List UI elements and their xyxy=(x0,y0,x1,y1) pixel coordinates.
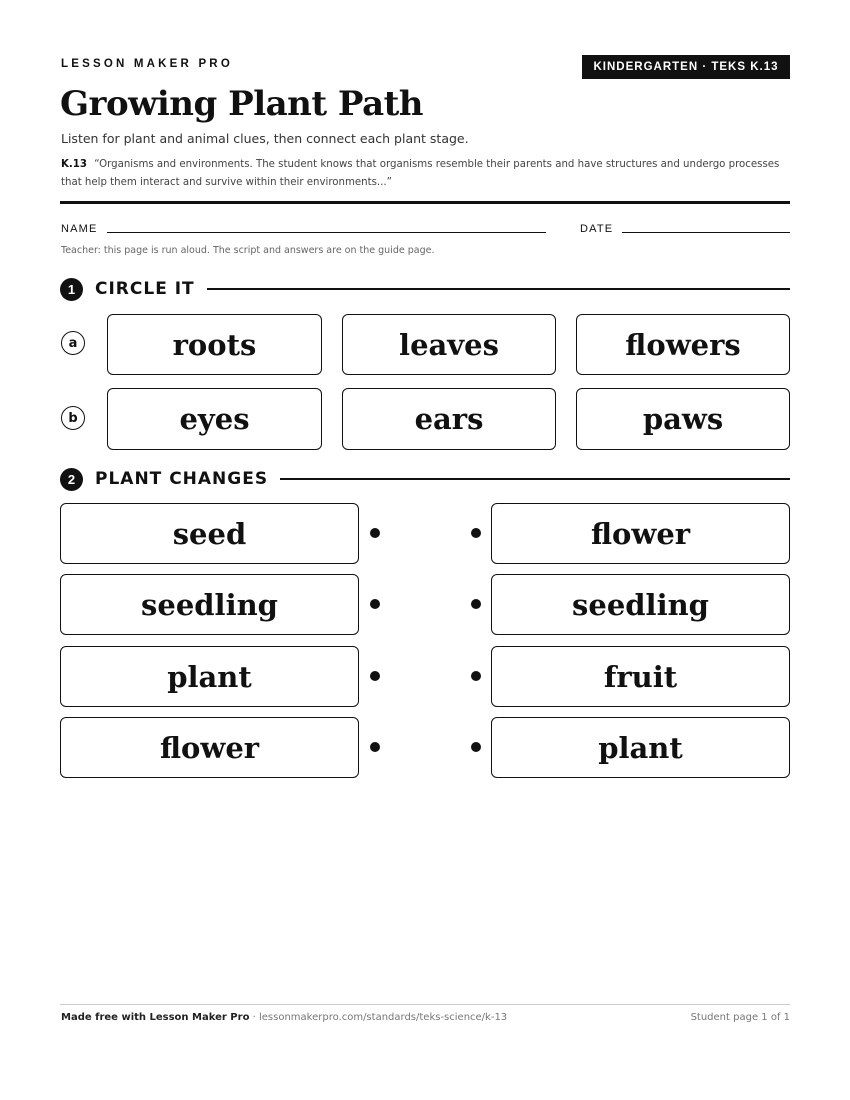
row-letter-a: a xyxy=(61,331,85,355)
section-title: PLANT CHANGES xyxy=(95,469,269,489)
name-field[interactable] xyxy=(107,232,546,233)
standard-description xyxy=(61,156,791,192)
grade-badge: KINDERGARTEN · TEKS K.13 xyxy=(582,55,790,79)
section-number-badge: 2 xyxy=(60,468,83,491)
footer-divider xyxy=(60,1004,790,1005)
page-subtitle: Listen for plant and animal clues, then connect each plant stage. xyxy=(61,131,469,146)
match-left-plant[interactable]: plant xyxy=(60,646,359,707)
connect-dot-right[interactable] xyxy=(471,671,481,681)
connect-dot-right[interactable] xyxy=(471,528,481,538)
section-title: CIRCLE IT xyxy=(95,279,195,299)
word-choice-leaves[interactable]: leaves xyxy=(342,314,556,375)
row-letter-b: b xyxy=(61,406,85,430)
match-right-fruit[interactable]: fruit xyxy=(491,646,790,707)
word-choice-flowers[interactable]: flowers xyxy=(576,314,790,375)
name-label: NAME xyxy=(61,223,98,235)
connect-dot-left[interactable] xyxy=(370,671,380,681)
standard-code: K.13 xyxy=(61,159,87,170)
footer-credit xyxy=(61,1012,507,1023)
match-left-flower[interactable]: flower xyxy=(60,717,359,778)
section-divider xyxy=(207,288,790,290)
section-circle-it-header xyxy=(60,277,790,301)
match-left-seed[interactable]: seed xyxy=(60,503,359,564)
connect-dot-left[interactable] xyxy=(370,528,380,538)
footer-page-number: Student page 1 of 1 xyxy=(690,1012,790,1023)
match-right-flower[interactable]: flower xyxy=(491,503,790,564)
connect-dot-left[interactable] xyxy=(370,599,380,609)
footer-made-with: Made free with Lesson Maker Pro xyxy=(61,1012,250,1023)
match-right-seedling[interactable]: seedling xyxy=(491,574,790,635)
connect-dot-right[interactable] xyxy=(471,742,481,752)
section-number-badge: 1 xyxy=(60,278,83,301)
standard-text: “Organisms and environments. The student knows that organisms resemble their parents and have structures and undergo processes that help them interact and survive within their environments...” xyxy=(61,159,780,188)
section-divider xyxy=(280,478,790,480)
footer-url: · lessonmakerpro.com/standards/teks-science/k-13 xyxy=(249,1012,508,1023)
header-divider xyxy=(60,201,790,204)
teacher-note: Teacher: this page is run aloud. The script and answers are on the guide page. xyxy=(61,245,435,256)
word-choice-roots[interactable]: roots xyxy=(107,314,322,375)
date-label: DATE xyxy=(580,223,614,235)
date-field[interactable] xyxy=(622,232,790,233)
connect-dot-left[interactable] xyxy=(370,742,380,752)
word-choice-paws[interactable]: paws xyxy=(576,388,790,450)
brand-logo-text: LESSON MAKER PRO xyxy=(61,58,233,70)
page-title: Growing Plant Path xyxy=(60,84,424,124)
word-choice-ears[interactable]: ears xyxy=(342,388,556,450)
connect-dot-right[interactable] xyxy=(471,599,481,609)
section-plant-changes-header xyxy=(60,467,790,491)
match-left-seedling[interactable]: seedling xyxy=(60,574,359,635)
word-choice-eyes[interactable]: eyes xyxy=(107,388,322,450)
match-right-plant[interactable]: plant xyxy=(491,717,790,778)
